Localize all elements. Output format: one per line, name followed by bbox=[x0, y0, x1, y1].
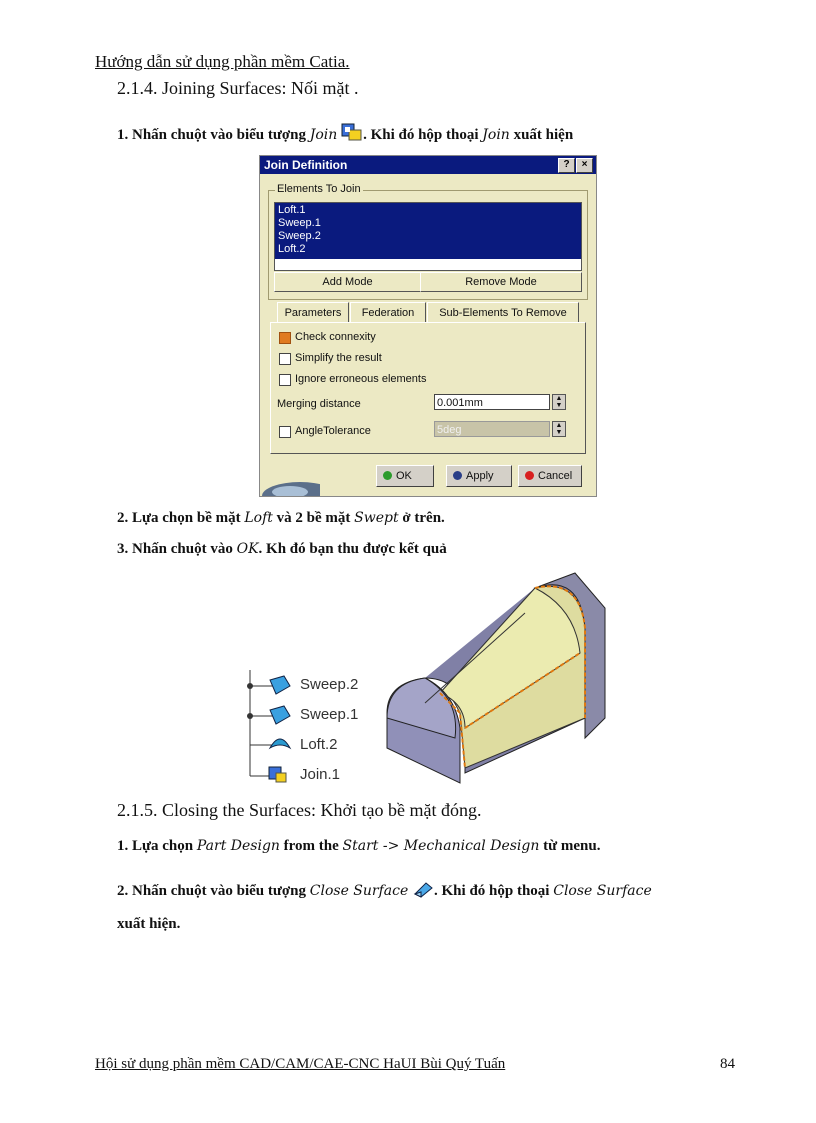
ok-button[interactable]: OK bbox=[376, 465, 434, 487]
tree-item-sweep-2[interactable]: Sweep.2 bbox=[300, 676, 359, 693]
list-item[interactable]: Loft.1 bbox=[278, 204, 306, 216]
remove-mode-button[interactable]: Remove Mode bbox=[420, 272, 582, 292]
tree-item-sweep-1[interactable]: Sweep.1 bbox=[300, 706, 359, 723]
merging-distance-input[interactable]: 0.001mm bbox=[434, 394, 550, 410]
list-item[interactable]: Loft.2 bbox=[278, 243, 306, 255]
close-button[interactable]: × bbox=[576, 158, 593, 173]
specification-tree bbox=[240, 670, 380, 790]
tab-parameters[interactable]: Parameters bbox=[277, 302, 349, 323]
dialog-title-bar: Join Definition bbox=[260, 156, 596, 174]
add-mode-button[interactable]: Add Mode bbox=[274, 272, 421, 292]
step-2-select: 2. Lựa chọn bề mặt Loft và 2 bề mặt Swept ở trên. bbox=[117, 510, 445, 526]
tree-item-loft-2[interactable]: Loft.2 bbox=[300, 736, 338, 753]
tab-federation[interactable]: Federation bbox=[350, 302, 426, 323]
ok-icon bbox=[383, 471, 392, 480]
step-2-close-surface: 2. Nhấn chuột vào biểu tượng Close Surface . Khi đó hộp thoại Close Surface xuất hiện. bbox=[117, 876, 747, 939]
page-header: Hướng dẫn sử dụng phần mềm Catia. bbox=[95, 52, 350, 71]
cancel-icon bbox=[525, 471, 534, 480]
join-definition-dialog bbox=[259, 155, 597, 497]
angle-tolerance-input[interactable]: 5deg bbox=[434, 421, 550, 437]
list-item[interactable]: Sweep.2 bbox=[278, 230, 321, 242]
close-surface-icon bbox=[412, 879, 434, 909]
step-3-ok: 3. Nhấn chuột vào OK. Kh đó bạn thu được kết quả bbox=[117, 541, 447, 557]
list-item[interactable]: Sweep.1 bbox=[278, 217, 321, 229]
simplify-label: Simplify the result bbox=[295, 352, 382, 364]
merging-distance-label: Merging distance bbox=[277, 398, 361, 410]
section-title-closing: 2.1.5. Closing the Surfaces: Khởi tạo bề mặt đóng. bbox=[117, 800, 482, 820]
tree-item-join-1[interactable]: Join.1 bbox=[300, 766, 341, 783]
help-button[interactable]: ? bbox=[558, 158, 575, 173]
page-number: 84 bbox=[720, 1056, 735, 1072]
angle-tolerance-label: AngleTolerance bbox=[295, 425, 371, 437]
cancel-button[interactable]: Cancel bbox=[518, 465, 582, 487]
ignore-label: Ignore erroneous elements bbox=[295, 373, 427, 385]
tab-sub-elements[interactable]: Sub-Elements To Remove bbox=[427, 302, 579, 323]
apply-button[interactable]: Apply bbox=[446, 465, 512, 487]
angle-spinner[interactable]: ▲ ▼ bbox=[552, 421, 566, 437]
merging-spinner[interactable]: ▲ ▼ bbox=[552, 394, 566, 410]
step-1-part-design: 1. Lựa chọn Part Design from the Start -> Mechanical Design từ menu. bbox=[117, 838, 601, 854]
elements-group-label: Elements To Join bbox=[277, 183, 361, 195]
step-1-join: 1. Nhấn chuột vào biểu tượng Join . Khi đó hộp thoại Join xuất hiện bbox=[117, 122, 573, 147]
joined-surface-model bbox=[385, 568, 615, 788]
section-title-joining: 2.1.4. Joining Surfaces: Nối mặt . bbox=[117, 78, 359, 98]
page-footer: Hội sử dụng phần mềm CAD/CAM/CAE-CNC HaUI Bùi Quý Tuấn bbox=[95, 1056, 506, 1072]
ignore-checkbox[interactable] bbox=[279, 374, 291, 386]
angle-tolerance-checkbox[interactable] bbox=[279, 426, 291, 438]
check-connexity-label: Check connexity bbox=[295, 331, 376, 343]
apply-icon bbox=[453, 471, 462, 480]
decorative-corner bbox=[260, 456, 320, 496]
simplify-checkbox[interactable] bbox=[279, 353, 291, 365]
elements-list[interactable] bbox=[274, 202, 582, 271]
check-connexity-checkbox[interactable] bbox=[279, 332, 291, 344]
join-icon bbox=[341, 122, 363, 147]
